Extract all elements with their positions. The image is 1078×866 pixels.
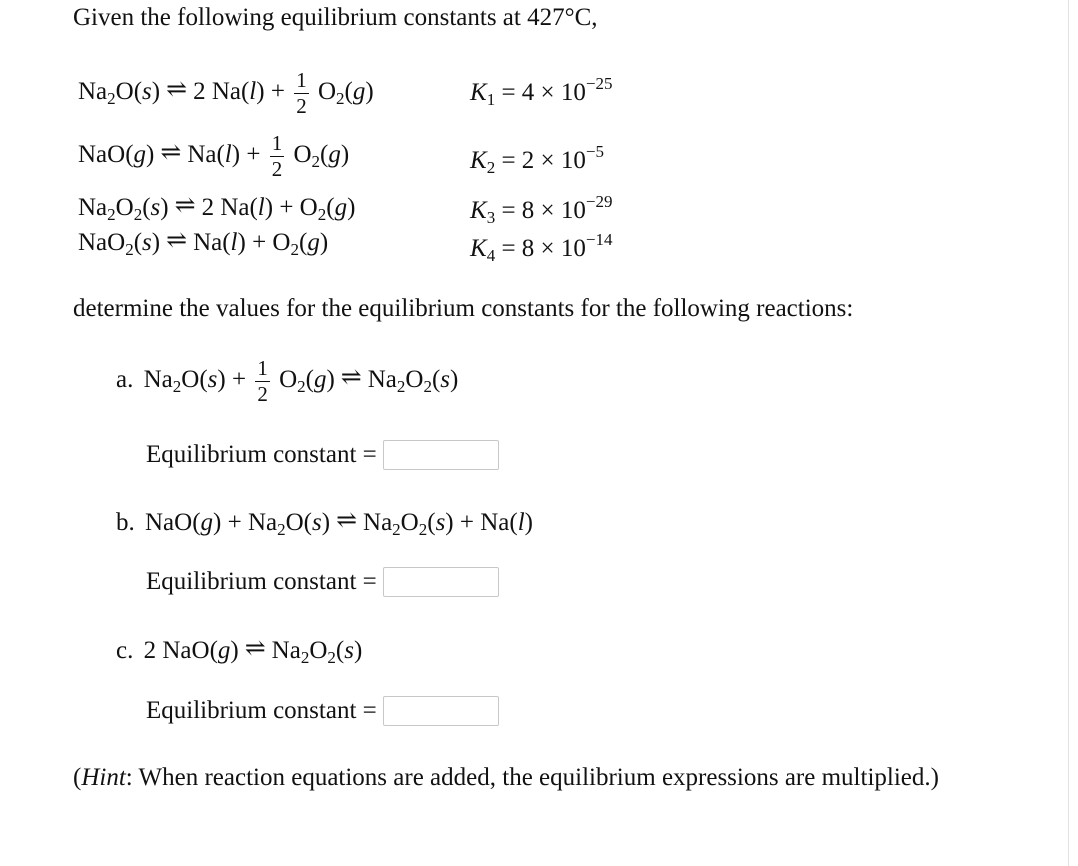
part-c-reaction: c. 2 NaO(g) ⇌ $Na_2O_2(s)$ (116, 635, 363, 667)
prompt-text: determine the values for the equilibrium constants for the following reactions: (73, 295, 854, 322)
equilibrium-arrow-icon: ⇌ (160, 139, 182, 167)
equilibrium-arrow-icon: ⇌ (340, 364, 362, 392)
hint-text: (Hint: When reaction equations are added, the equilibrium expressions are multiplied.) (73, 764, 939, 791)
part-a-answer-row (146, 440, 499, 470)
part-a-answer-label: Equilibrium constant = (146, 441, 377, 468)
equilibrium-arrow-icon: ⇌ (174, 192, 196, 219)
fraction-one-half: $\frac{1}{2}$ (296, 68, 307, 118)
given-k1: $K_1 = 4 \times 10^{-25}$ (470, 74, 613, 109)
intro-text: Given the following equilibrium constants at 427°C, (73, 4, 598, 31)
given-reaction-2: NaO(g) ⇌ Na(l) + $\frac{1}{2}$ $O_2(g)$ (78, 131, 350, 181)
given-reaction-4: NaO$_2$(s) ⇌ $Na(l) + O_2(g)$ (78, 227, 329, 259)
part-a-answer-input[interactable] (383, 440, 499, 470)
part-c-answer-label: Equilibrium constant = (146, 697, 377, 724)
given-reaction-3: $Na_2O_2(s)$ ⇌ 2 $Na(l) + O_2(g)$ (78, 192, 356, 224)
part-c-answer-row (146, 696, 499, 726)
equilibrium-arrow-icon: ⇌ (166, 76, 188, 104)
part-b-reaction: b. $NaO(g) + Na_2O(s)$ ⇌ $Na_2O_2(s) + Na(l)$ (116, 507, 533, 539)
part-b-answer-label: Equilibrium constant = (146, 568, 377, 595)
given-reaction-1: $Na_2O(s)$ ⇌ 2 Na(l) + $\frac{1}{2}$ $O_2(g)$ (78, 68, 374, 118)
equilibrium-arrow-icon: ⇌ (336, 507, 358, 534)
part-b-answer-input[interactable] (383, 567, 499, 597)
hint-lead: Hint (81, 764, 126, 791)
fraction-one-half: $\frac{1}{2}$ (257, 356, 268, 406)
page-right-border (1068, 0, 1069, 866)
equilibrium-arrow-icon: ⇌ (166, 227, 188, 254)
given-k4: $K_4 = 8 \times 10^{-14}$ (470, 230, 613, 265)
part-b-answer-row (146, 567, 499, 597)
fraction-one-half: $\frac{1}{2}$ (271, 131, 283, 181)
part-c-answer-input[interactable] (383, 696, 499, 726)
part-a-reaction: a. $Na_2O(s)$ + $\frac{1}{2}$ $O_2(g)$ ⇌ $Na_2O_2(s)$ (116, 356, 459, 406)
equilibrium-arrow-icon: ⇌ (244, 635, 266, 662)
given-k3: $K_3 = 8 \times 10^{-29}$ (470, 192, 613, 227)
given-k2: $K_2 = 2 \times 10^{-5}$ (470, 142, 604, 177)
